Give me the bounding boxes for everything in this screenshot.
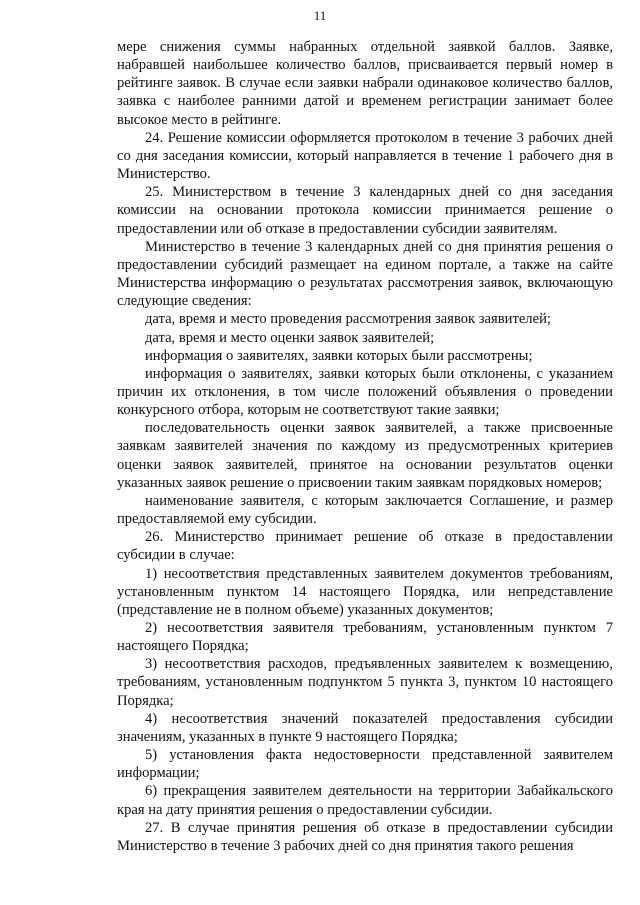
page-number: 11 <box>313 8 327 23</box>
document-body <box>117 38 613 855</box>
list-item: дата, время и место проведения рассмотрения заявок заявителей; <box>145 311 551 328</box>
list-item: 2) несоответствия заявителя требованиям, установленным пунктом 7 настоящего Порядка; <box>117 620 613 655</box>
list-item: информация о заявителях, заявки которых были рассмотрены; <box>145 347 533 364</box>
list-item: информация о заявителях, заявки которых были отклонены, с указанием причин их отклонения, в том числе положений объявления о проведении конкурсного отбора, которым не соответствуют такие заявки; <box>117 365 613 419</box>
list-item: 3) несоответствия расходов, предъявленных заявителем к возмещению, требованиям, установленным подпунктом 5 пункта 3, пунктом 10 настоящего Порядка; <box>117 656 613 709</box>
paragraph: 25. Министерством в течение 3 календарных дней со дня заседания комиссии на основании протокола комиссии принимается решение о предоставлении или об отказе в предоставлении субсидии заявителям. <box>117 184 613 237</box>
list-item: 1) несоответствия представленных заявителем документов требованиям, установленным пунктом 14 настоящего Порядка, или непредставление (представление не в полном объеме) указанных документов; <box>117 565 613 618</box>
paragraph: мере снижения суммы набранных отдельной заявкой баллов. Заявке, набравшей наибольшее количество баллов, присваивается первый номер в рейтинге заявок. В случае если заявки набрали одинаковое количество баллов, заявка с наиболее ранними датой и временем регистрации занимает более высокое место в рейтинге. <box>117 39 613 128</box>
list-item: дата, время и место оценки заявок заявителей; <box>145 329 435 346</box>
list-item: 4) несоответствия значений показателей предоставления субсидии значениям, указанных в пункте 9 настоящего Порядка; <box>117 710 613 745</box>
paragraph: 26. Министерство принимает решение об отказе в предоставлении субсидии в случае: <box>117 529 613 564</box>
paragraph: Министерство в течение 3 календарных дней со дня принятия решения о предоставлении субсидий размещает на едином портале, а также на сайте Министерства информацию о результатах рассмотрения заявок, включающую следующие сведения: <box>117 238 613 310</box>
paragraph: 27. В случае принятия решения об отказе в предоставлении субсидии Министерство в течение 3 рабочих дней со дня принятия такого решения <box>117 819 613 854</box>
paragraph: 24. Решение комиссии оформляется протоколом в течение 3 рабочих дней со дня заседания комиссии, который направляется в течение 1 рабочего дня в Министерство. <box>117 129 613 183</box>
list-item: 5) установления факта недостоверности представленной заявителем информации; <box>117 747 613 782</box>
list-item: наименование заявителя, с которым заключается Соглашение, и размер предоставляемой ему субсидии. <box>117 492 613 528</box>
list-item: 6) прекращения заявителем деятельности на территории Забайкальского края на дату принятия решения о предоставлении субсидии. <box>117 783 613 818</box>
list-item: последовательность оценки заявок заявителей, а также присвоенные заявкам заявителей значения по каждому из предусмотренных критериев оценки заявок заявителей, принятое на основании результатов оценки указанных заявок решение о присвоении таким заявкам порядковых номеров; <box>117 420 613 491</box>
